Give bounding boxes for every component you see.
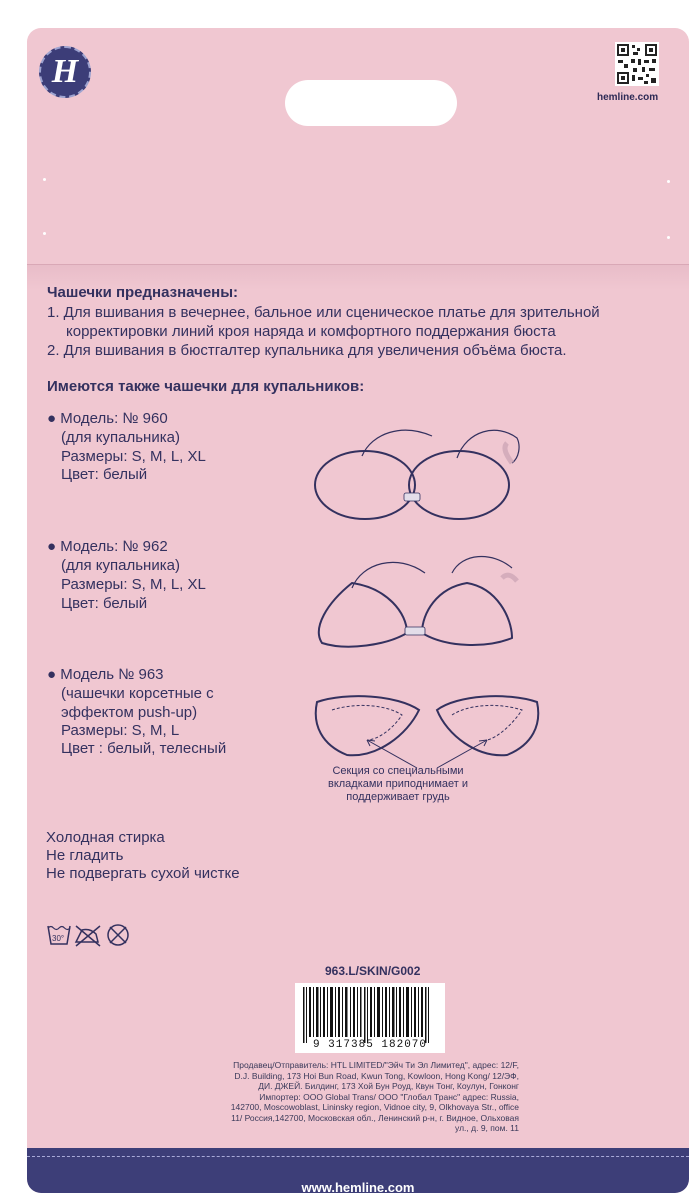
push-up-callout: Секция со специальными вкладками приподнимает и поддерживает грудь [327, 765, 469, 803]
model-963-note-1: (чашечки корсетные с [61, 685, 214, 702]
rivet-dot [667, 180, 670, 183]
product-code: 963.L/SKIN/G002 [325, 964, 421, 978]
hemline-logo: H [39, 46, 91, 98]
model-962-sizes: Размеры: S, M, L, XL [61, 576, 206, 593]
barcode [295, 983, 445, 1053]
cup-960-illustration [307, 408, 547, 523]
no-iron-icon [76, 926, 100, 946]
also-heading: Имеются также чашечки для купальников: [47, 378, 365, 395]
cup-963-illustration [307, 690, 547, 770]
package-card [27, 28, 689, 1193]
model-963-name: ● Модель № 963 [47, 666, 164, 683]
intro-item-1: 1. Для вшивания в вечернее, бальное или сценическое платье для зрительной [47, 304, 600, 321]
intro-heading: Чашечки предназначены: [47, 284, 239, 301]
model-963-color: Цвет : белый, телесный [61, 740, 227, 757]
model-960-name: ● Модель: № 960 [47, 410, 168, 427]
model-962-color: Цвет: белый [61, 595, 148, 612]
model-960-note: (для купальника) [61, 429, 180, 446]
cup-962-illustration [307, 533, 547, 658]
rivet-dot [667, 236, 670, 239]
model-963-note-2: эффектом push-up) [61, 704, 198, 721]
intro-item-1-cont: корректировки линий кроя наряда и комфортного поддержания бюста [66, 323, 556, 340]
care-line-1: Холодная стирка [46, 829, 165, 846]
hang-hole [285, 80, 457, 126]
barcode-digits: 9 317385 182070 [312, 1039, 428, 1051]
wash-30-icon [48, 926, 70, 944]
footer-url[interactable]: www.hemline.com [301, 1180, 415, 1193]
model-963-sizes: Размеры: S, M, L [61, 722, 180, 739]
rivet-dot [43, 178, 46, 181]
footer-stitch [27, 1156, 689, 1157]
model-962-note: (для купальника) [61, 557, 180, 574]
care-line-3: Не подвергать сухой чистке [46, 865, 240, 882]
svg-text:30°: 30° [52, 934, 65, 943]
care-symbols [46, 920, 136, 948]
qr-code-icon [615, 42, 659, 86]
qr-label: hemline.com [597, 92, 659, 103]
rivet-dot [43, 232, 46, 235]
flap-edge [27, 264, 689, 265]
care-line-2: Не гладить [46, 847, 124, 864]
model-962-name: ● Модель: № 962 [47, 538, 168, 555]
model-960-color: Цвет: белый [61, 466, 148, 483]
model-960-sizes: Размеры: S, M, L, XL [61, 448, 206, 465]
intro-item-2: 2. Для вшивания в бюстгалтер купальника для увеличения объёма бюста. [47, 342, 567, 359]
no-dry-clean-icon [108, 925, 128, 945]
legal-text: Продавец/Отправитель: HTL LIMITED/"Эйч Ти Эл Лимитед", адрес: 12/F, D.J. Building, 173 Hoi Bun Road, Kwun Tong, Kowloon, Hong Kong/ 12/ЭФ, ДИ. ДЖЕЙ. Билдинг, 173 Хой Бун Роуд, Квун Тонг, Коулун, Гонконг Импортер: ООО Global Trans/ ООО "Глобал Транс" адрес: Russia, 142700, Moscowoblast, Lininsky region, Vidnoe city, 9, Olkhovaya Str., office 11/ Россия,142700, Московская обл., Ленинский р-н, г. Видное, Ольховая ул., д. 9, пом. 11 [230, 1060, 519, 1133]
